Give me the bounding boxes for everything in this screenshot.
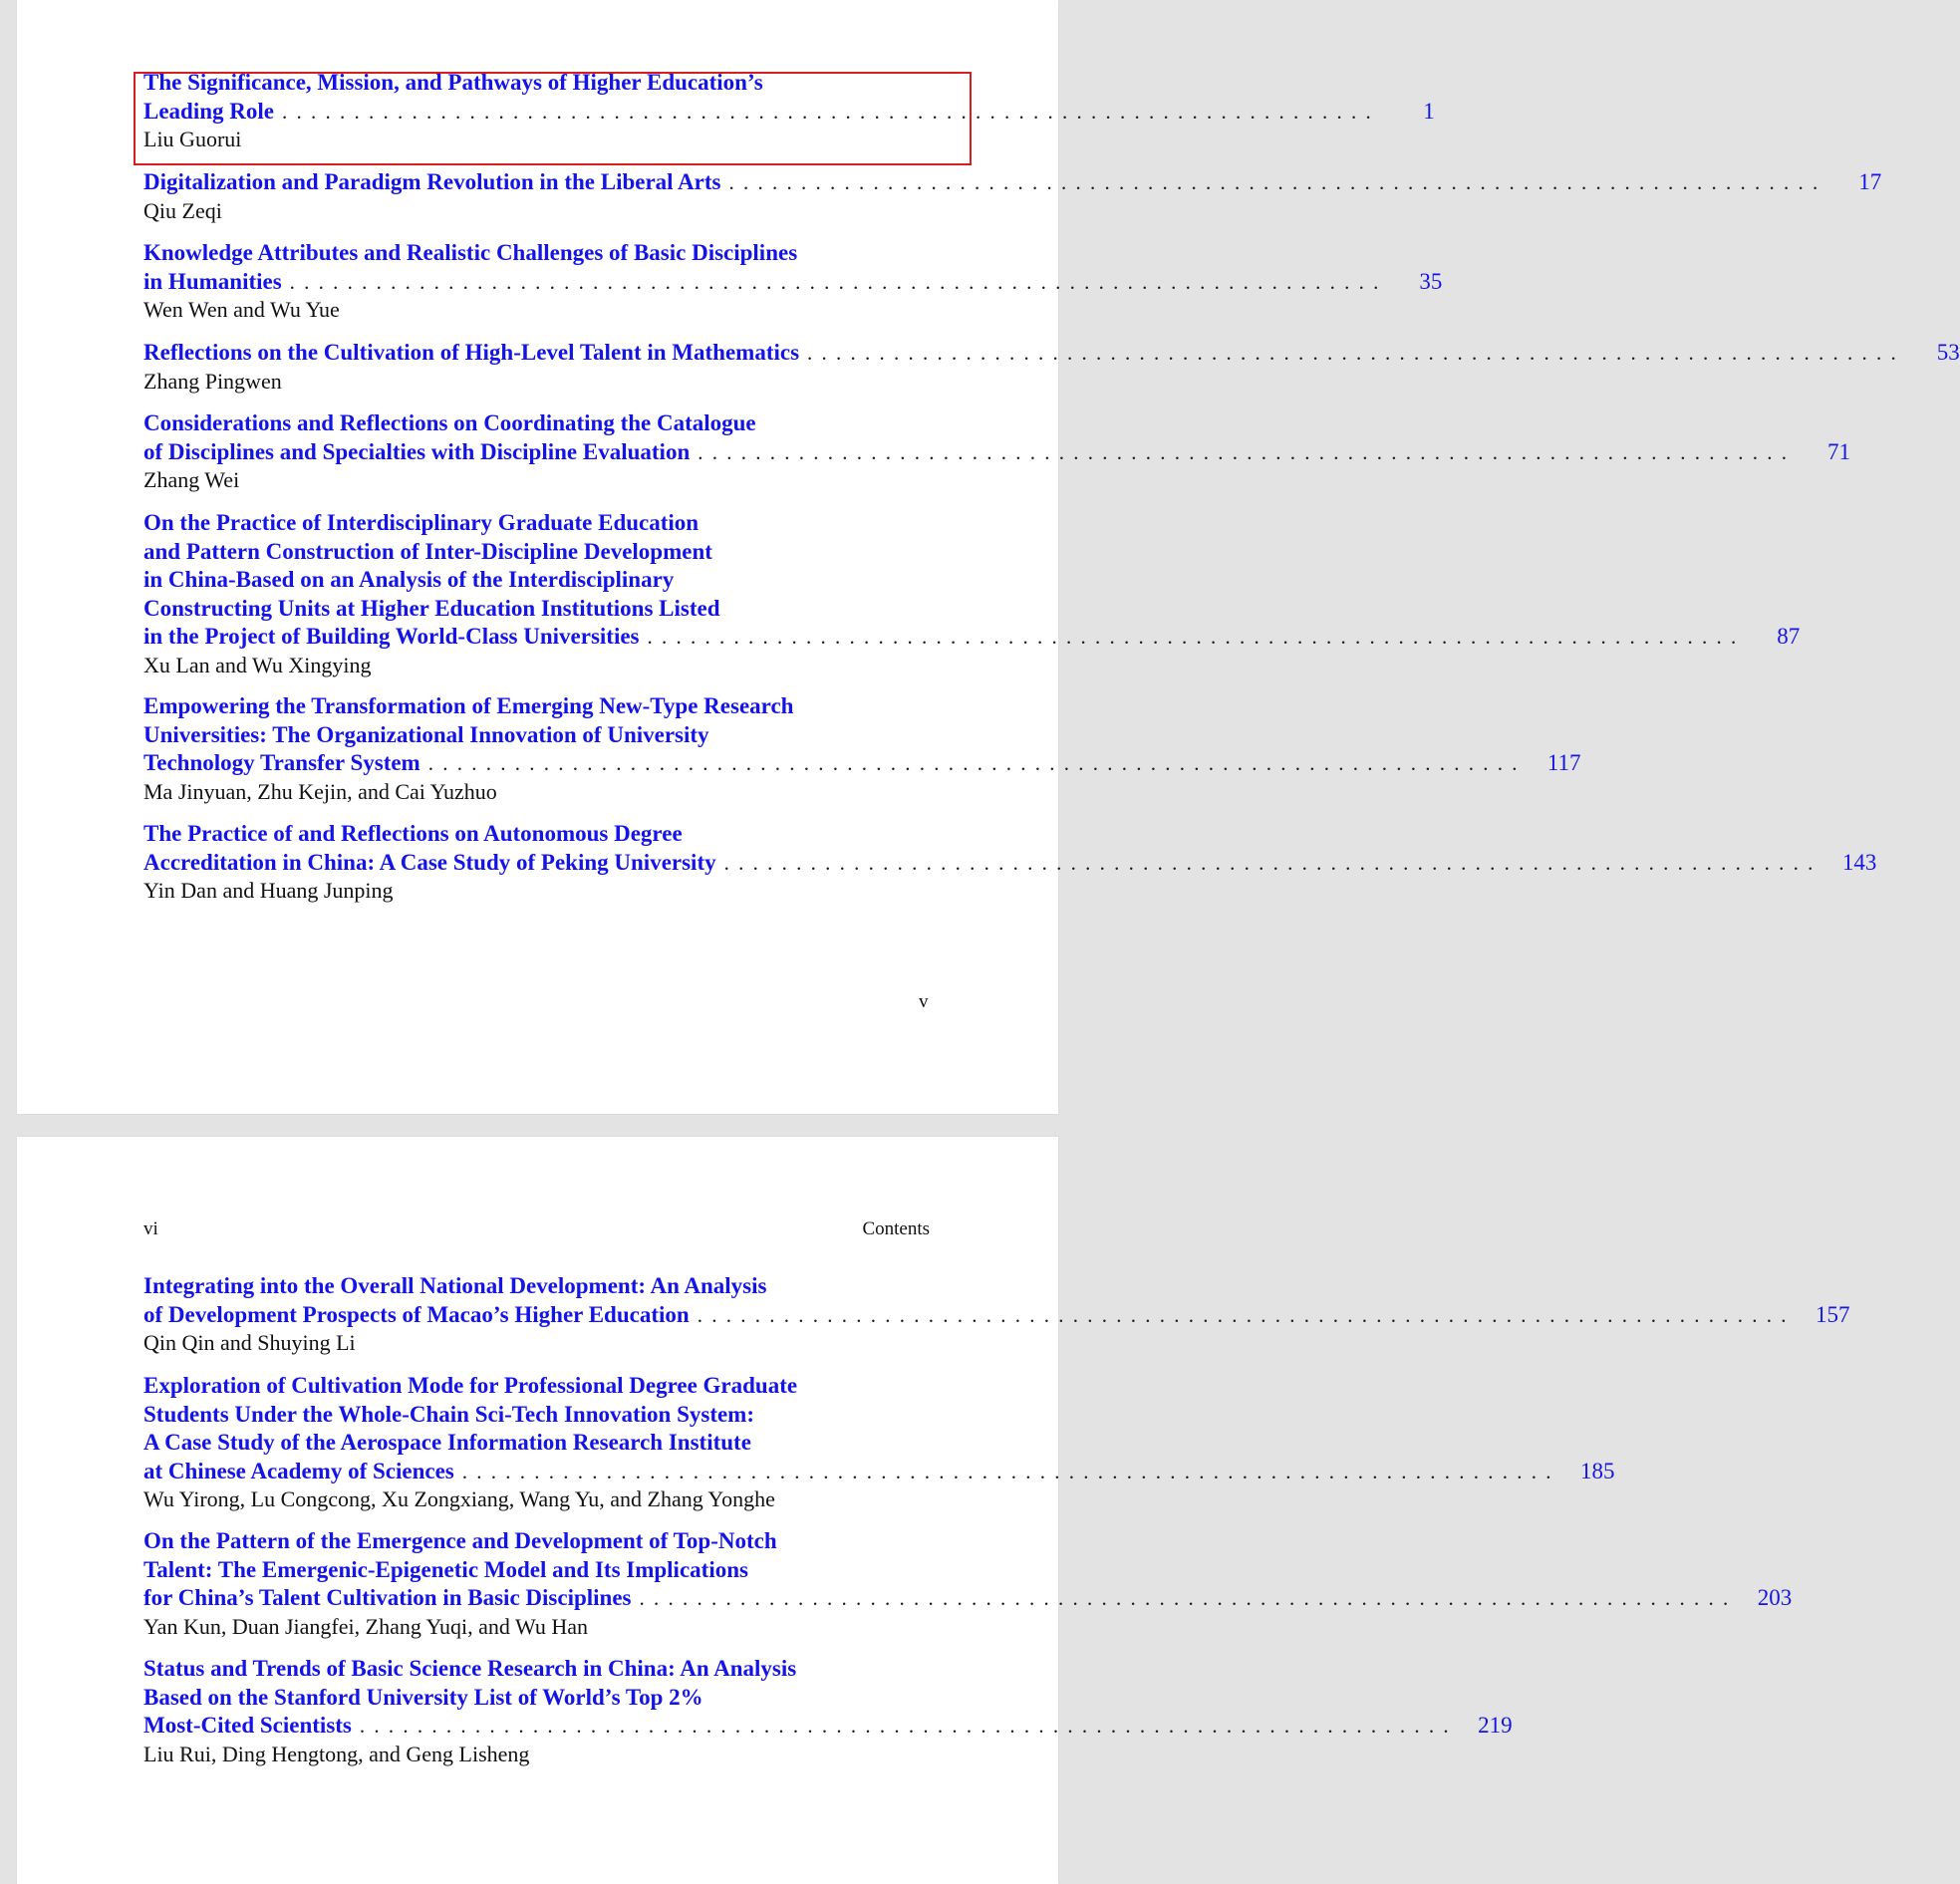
toc-entry-authors: Qin Qin and Shuying Li <box>143 1330 356 1355</box>
toc-entry-authors: Ma Jinyuan, Zhu Kejin, and Cai Yuzhuo <box>143 778 497 804</box>
toc-entry-title-line[interactable]: for China’s Talent Cultivation in Basic Disciplines <box>143 1585 632 1610</box>
toc-entry-title-line[interactable]: On the Practice of Interdisciplinary Graduate Education <box>143 510 700 535</box>
toc-entry[interactable] <box>143 820 1877 906</box>
toc-entry-title-line[interactable]: Integrating into the Overall National Development: An Analysis <box>143 1273 767 1298</box>
toc-entry-authors: Wu Yirong, Lu Congcong, Xu Zongxiang, Wang Yu, and Zhang Yonghe <box>143 1486 775 1511</box>
toc-entry[interactable] <box>143 509 1801 679</box>
toc-entry-title-line[interactable]: Universities: The Organizational Innovation of University <box>143 721 709 747</box>
dot-leader: . . . . . . . . . . . . . . . . . . . . . . . . . . . . . . . . . . . . . . . . . . . . . . . . . . . . . . . . . . . . . . . . . . . . . . . . . . . . <box>289 269 1381 294</box>
running-head-title: Contents <box>862 1218 930 1239</box>
document-page-vi <box>17 1137 1850 1884</box>
toc-entry-title-line[interactable]: in Humanities <box>143 268 282 294</box>
toc-entry-page[interactable]: 157 <box>1815 1301 1850 1327</box>
toc-entry-title-line[interactable]: The Practice of and Reflections on Autonomous Degree <box>143 821 683 846</box>
toc-entry[interactable] <box>143 1527 1793 1641</box>
toc-entry-page[interactable]: 1 <box>1423 98 1435 124</box>
toc-entry-page[interactable]: 87 <box>1777 624 1801 649</box>
toc-entry-authors: Yin Dan and Huang Junping <box>143 878 394 903</box>
toc-entry-page[interactable]: 203 <box>1757 1585 1793 1610</box>
toc-entry-title-line[interactable]: A Case Study of the Aerospace Information Research Institute <box>143 1430 751 1455</box>
toc-entry[interactable] <box>143 69 1435 154</box>
toc-entry-title-line[interactable]: Talent: The Emergenic-Epigenetic Model and Its Implications <box>143 1556 748 1582</box>
toc-entry-title-line[interactable]: Reflections on the Cultivation of High-Level Talent in Mathematics <box>143 340 800 365</box>
toc-entry[interactable] <box>143 692 1581 806</box>
toc-entry-authors: Yan Kun, Duan Jiangfei, Zhang Yuqi, and Wu Han <box>143 1613 588 1639</box>
toc-entry-page[interactable]: 219 <box>1478 1713 1513 1738</box>
toc-entry-page[interactable]: 143 <box>1841 849 1877 875</box>
toc-entry-authors: Xu Lan and Wu Xingying <box>143 652 372 677</box>
toc-entry[interactable] <box>143 339 1960 396</box>
dot-leader: . . . . . . . . . . . . . . . . . . . . . . . . . . . . . . . . . . . . . . . . . . . . . . . . . . . . . . . . . . . . . . . . . . . . . . . . . . . . <box>698 439 1789 464</box>
toc-entry-title-line[interactable]: Exploration of Cultivation Mode for Professional Degree Graduate <box>143 1373 798 1398</box>
page-folio: v <box>919 991 929 1012</box>
toc-entry[interactable] <box>143 409 1850 495</box>
toc-entry-page[interactable]: 185 <box>1580 1458 1615 1483</box>
dot-leader: . . . . . . . . . . . . . . . . . . . . . . . . . . . . . . . . . . . . . . . . . . . . . . . . . . . . . . . . . . . . . . . . . . . . . . . . . . . . <box>639 1586 1731 1610</box>
toc-entry-title-line[interactable]: Leading Role <box>143 98 274 124</box>
toc-entry[interactable] <box>143 1655 1513 1768</box>
toc-entry[interactable] <box>143 168 1882 225</box>
toc-entry-title-line[interactable]: Considerations and Reflections on Coordinating the Catalogue <box>143 410 756 435</box>
toc-entry-page[interactable]: 117 <box>1546 750 1581 775</box>
toc-entry-title-line[interactable]: The Significance, Mission, and Pathways of Higher Education’s <box>143 70 763 95</box>
toc-entry-title-line[interactable]: Empowering the Transformation of Emerging New-Type Research <box>143 693 794 718</box>
toc-entry-title-line[interactable]: Accreditation in China: A Case Study of Peking University <box>143 849 716 875</box>
toc-entry-authors: Zhang Wei <box>143 467 240 492</box>
toc-entry-title-line[interactable]: On the Pattern of the Emergence and Development of Top-Notch <box>143 1528 777 1553</box>
toc-entry-title-line[interactable]: in China-Based on an Analysis of the Interdisciplinary <box>143 567 675 592</box>
toc-entry-page[interactable]: 53 <box>1936 340 1960 365</box>
toc-entry-title-line[interactable]: Constructing Units at Higher Education Institutions Listed <box>143 595 720 621</box>
toc-entry-authors: Wen Wen and Wu Yue <box>143 297 340 322</box>
running-head-folio: vi <box>143 1218 158 1239</box>
toc-entry-title-line[interactable]: Based on the Stanford University List of World’s Top 2% <box>143 1684 703 1710</box>
toc-entry-authors: Liu Rui, Ding Hengtong, and Geng Lisheng <box>143 1741 530 1766</box>
dot-leader: . . . . . . . . . . . . . . . . . . . . . . . . . . . . . . . . . . . . . . . . . . . . . . . . . . . . . . . . . . . . . . . . . . . . . . . . . . . . <box>697 1302 1789 1327</box>
dot-leader: . . . . . . . . . . . . . . . . . . . . . . . . . . . . . . . . . . . . . . . . . . . . . . . . . . . . . . . . . . . . . . . . . . . . . . . . . . . . <box>728 170 1820 194</box>
toc-entry-title-line[interactable]: Most-Cited Scientists <box>143 1713 352 1738</box>
toc-entry-page[interactable]: 35 <box>1419 268 1443 294</box>
dot-leader: . . . . . . . . . . . . . . . . . . . . . . . . . . . . . . . . . . . . . . . . . . . . . . . . . . . . . . . . . . . . . . . . . . . . . . . . . . . . <box>427 751 1520 775</box>
dot-leader: . . . . . . . . . . . . . . . . . . . . . . . . . . . . . . . . . . . . . . . . . . . . . . . . . . . . . . . . . . . . . . . . . . . . . . . . . . . . <box>723 850 1816 875</box>
toc-entry-title-line[interactable]: Knowledge Attributes and Realistic Challenges of Basic Disciplines <box>143 240 798 265</box>
dot-leader: . . . . . . . . . . . . . . . . . . . . . . . . . . . . . . . . . . . . . . . . . . . . . . . . . . . . . . . . . . . . . . . . . . . . . . . . . . . . <box>807 341 1898 365</box>
toc-entry[interactable] <box>143 239 1443 325</box>
toc-entry-authors: Zhang Pingwen <box>143 368 282 394</box>
toc-entry-title-line[interactable]: Digitalization and Paradigm Revolution in the Liberal Arts <box>143 169 721 194</box>
toc-entry[interactable] <box>143 1272 1850 1358</box>
toc-entry-authors: Liu Guorui <box>143 127 242 151</box>
dot-leader: . . . . . . . . . . . . . . . . . . . . . . . . . . . . . . . . . . . . . . . . . . . . . . . . . . . . . . . . . . . . . . . . . . . . . . . . . . . . <box>647 625 1739 649</box>
toc-entry-title-line[interactable]: in the Project of Building World-Class Universities <box>143 624 640 649</box>
toc-entry-title-line[interactable]: Status and Trends of Basic Science Research in China: An Analysis <box>143 1656 797 1681</box>
toc-entry-title-line[interactable]: at Chinese Academy of Sciences <box>143 1458 454 1483</box>
dot-leader: . . . . . . . . . . . . . . . . . . . . . . . . . . . . . . . . . . . . . . . . . . . . . . . . . . . . . . . . . . . . . . . . . . . . . . . . . . . . <box>281 99 1373 124</box>
toc-entry-title-line[interactable]: of Development Prospects of Macao’s Higher Education <box>143 1301 690 1327</box>
toc-entry-page[interactable]: 71 <box>1827 438 1850 464</box>
toc-entry-title-line[interactable]: Technology Transfer System <box>143 750 420 775</box>
dot-leader: . . . . . . . . . . . . . . . . . . . . . . . . . . . . . . . . . . . . . . . . . . . . . . . . . . . . . . . . . . . . . . . . . . . . . . . . . . . . <box>359 1714 1451 1738</box>
toc-entry-title-line[interactable]: of Disciplines and Specialties with Discipline Evaluation <box>143 438 691 464</box>
toc-entry-title-line[interactable]: and Pattern Construction of Inter-Discipline Development <box>143 538 712 564</box>
toc-entry[interactable] <box>143 1372 1615 1514</box>
toc-entry-title-line[interactable]: Students Under the Whole-Chain Sci-Tech Innovation System: <box>143 1401 755 1427</box>
dot-leader: . . . . . . . . . . . . . . . . . . . . . . . . . . . . . . . . . . . . . . . . . . . . . . . . . . . . . . . . . . . . . . . . . . . . . . . . . . . . <box>461 1459 1553 1483</box>
toc-entry-authors: Qiu Zeqi <box>143 197 222 223</box>
document-page-v <box>17 0 1960 1114</box>
toc-entry-page[interactable]: 17 <box>1858 169 1882 194</box>
